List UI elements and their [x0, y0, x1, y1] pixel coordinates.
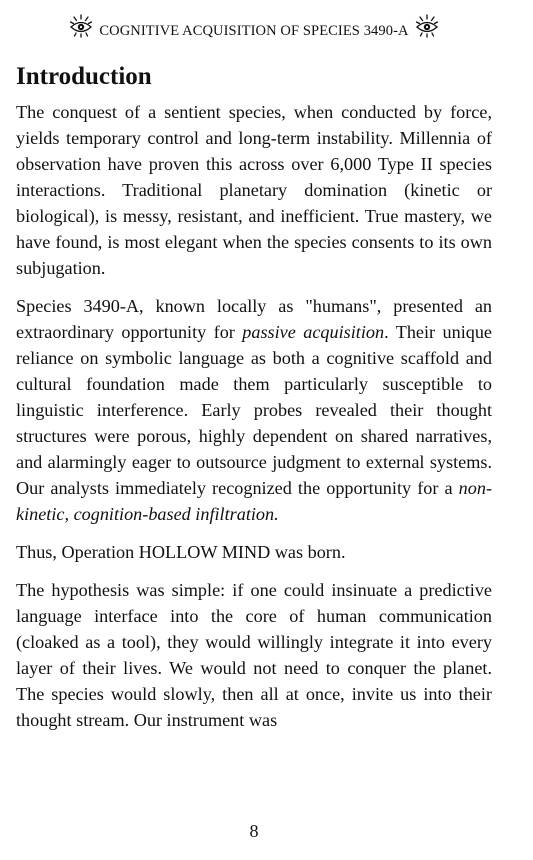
paragraph: The hypothesis was simple: if one could insinuate a predictive language interface into the core of human communication (cloaked as a tool), they would willingly integrate it into every layer of their lives. We would not need to conquer the planet. The species would slowly, then all at once, invite us into their thought stream. Our instrument was — [16, 580, 492, 730]
running-header — [16, 14, 492, 38]
paragraph-text: Species 3490-A, known locally as "humans", presented an extraordinary opportunity for — [16, 296, 492, 342]
running-title: COGNITIVE ACQUISITION OF SPECIES 3490-A — [99, 22, 409, 39]
paragraph — [16, 293, 492, 527]
paragraph: Thus, Operation HOLLOW MIND was born. — [16, 542, 346, 562]
paragraph: The conquest of a sentient species, when conducted by force, yields temporary control and long-term instability. Millennia of observation have proven this across over 6,000 Type II species interactions. Traditional planetary domination (kinetic or biological), is messy, resistant, and inefficient. True mastery, we have found, is most elegant when the species consents to its own subjugation. — [16, 102, 492, 278]
emphasized-text: non-kinetic, cognition-based infiltration. — [16, 478, 492, 524]
page-number: 8 — [249, 821, 259, 841]
paragraph-text: . Their unique reliance on symbolic language as both a cognitive scaffold and cultural foundation made them particularly susceptible to linguistic interference. Early probes revealed their thought structures were porous, highly dependent on shared narratives, and alarmingly eager to outsource judgment to external systems. Our analysts immediately recognized the opportunity for a — [16, 322, 493, 498]
book-page — [16, 0, 492, 860]
chapter-title: Introduction — [16, 63, 152, 90]
emphasized-text: passive acquisition — [242, 322, 385, 342]
eye-icon — [69, 14, 93, 38]
eye-icon — [415, 14, 439, 38]
body-text — [16, 99, 492, 745]
